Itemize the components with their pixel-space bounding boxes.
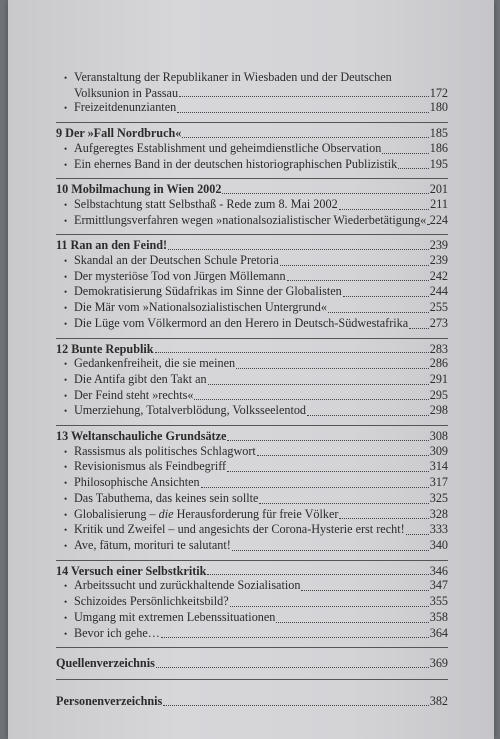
chapter-title: 9 Der »Fall Nordbruch«: [56, 126, 182, 141]
toc-page-number: 211: [430, 196, 448, 211]
toc-entry-title: Globalisierung – die Herausforderung für freie Völker: [74, 506, 339, 521]
toc-page-number: 346: [429, 563, 448, 578]
persons-title: Personenverzeichnis: [56, 693, 163, 708]
sources-title: Quellenverzeichnis: [56, 656, 155, 671]
toc-page-number: 333: [429, 522, 448, 537]
toc-page-number: 308: [429, 429, 448, 444]
chapter-block: [56, 235, 448, 338]
toc-entry: • Demokratisierung Südafrikas im Sinne der Globalisten 244: [64, 284, 448, 299]
chapter-heading: [56, 182, 448, 197]
toc-entry: • Der mysteriöse Tod von Jürgen Möllemann 242: [64, 268, 448, 283]
toc-entry: • Veranstaltung der Republikaner in Wiesbaden und der Deutschen: [64, 70, 392, 84]
toc-page-number: 298: [429, 403, 448, 418]
toc-page-number: 244: [429, 284, 448, 299]
toc-entry: • Revisionismus als Feindbegriff 314: [64, 459, 448, 474]
toc-entry-title: Volksunion in Passau: [74, 85, 179, 100]
toc-entry-title: Arbeitssucht und zurückhaltende Sozialisation: [74, 578, 301, 593]
toc-page-number: 382: [429, 693, 448, 708]
chapter-title: 11 Ran an den Feind!: [56, 238, 168, 253]
toc-page-number: 201: [429, 182, 448, 197]
toc-entry-title: Philosophische Ansichten: [74, 475, 200, 490]
toc-entry: • Das Tabuthema, das keines sein sollte 325: [64, 490, 448, 505]
toc-page-number: 273: [429, 315, 448, 330]
toc-page-number: 358: [429, 609, 448, 624]
toc-page-number: 340: [429, 537, 448, 552]
toc-entry-title: Die Mär vom »Nationalsozialistischen Untergrund«: [74, 300, 327, 315]
toc-entry: • Freizeitdenunzianten 180: [64, 100, 448, 115]
toc-entry: • Der Feind steht »rechts« 295: [64, 387, 448, 402]
toc-page-number: 255: [429, 300, 448, 315]
toc-entry-title: Demokratisierung Südafrikas im Sinne der Globalisten: [74, 284, 342, 299]
toc-entry: • Philosophische Ansichten 317: [64, 475, 448, 490]
toc-page-number: 283: [429, 341, 448, 356]
toc-entry-title: Ave, fātum, morituri te salutant!: [74, 537, 231, 552]
toc-page-number: 239: [429, 238, 448, 253]
chapter-title: 13 Weltanschauliche Grundsätze: [56, 429, 227, 444]
toc-entry-title: Die Lüge vom Völkermord an den Herero in Deutsch-Südwestafrika: [74, 315, 409, 330]
toc-page-number: 180: [429, 100, 448, 115]
chapter-8-tail: [56, 70, 448, 123]
toc-entry: • Umerziehung, Totalverblödung, Volksseelentod 298: [64, 403, 448, 418]
chapter-title: 14 Versuch einer Selbstkritik: [56, 563, 207, 578]
toc-page-number: 172: [429, 85, 448, 100]
toc-entry-title: Veranstaltung der Republikaner in Wiesbaden und der Deutschen: [74, 70, 392, 84]
toc-entry-title: Gedankenfreiheit, die sie meinen: [74, 356, 236, 371]
toc-entry: • Kritik und Zweifel – und angesichts der Corona-Hysterie erst recht! 333: [64, 522, 448, 537]
toc-entry: • Gedankenfreiheit, die sie meinen 286: [64, 356, 448, 371]
toc-page-number: 347: [429, 578, 448, 593]
toc-entry: • Aufgeregtes Establishment und geheimdienstliche Observation 186: [64, 140, 448, 155]
toc-entry-title: Der Feind steht »rechts«: [74, 387, 194, 402]
toc-page-number: 186: [429, 140, 448, 155]
toc-entry: • Globalisierung – die Herausforderung für freie Völker 328: [64, 506, 448, 521]
toc-entry-title: Freizeitdenunzianten: [74, 100, 177, 115]
chapter-block: [56, 123, 448, 179]
book-page: [8, 0, 494, 739]
chapter-block: [56, 179, 448, 235]
toc-entry-title: Das Tabuthema, das keines sein sollte: [74, 490, 259, 505]
toc-entry: • Ave, fātum, morituri te salutant! 340: [64, 537, 448, 552]
toc-entry-title: Ein ehernes Band in der deutschen historiographischen Publizistik: [74, 156, 398, 171]
toc-entry-title: Die Antifa gibt den Takt an: [74, 371, 207, 386]
chapter-heading: [56, 126, 448, 141]
toc-entry-title: Umgang mit extremen Lebenssituationen: [74, 609, 276, 624]
toc-page-number: 317: [429, 475, 448, 490]
toc-entry: • Umgang mit extremen Lebenssituationen 358: [64, 609, 448, 624]
chapter-block: [56, 561, 448, 649]
toc-entry-title: Aufgeregtes Establishment und geheimdienstliche Observation: [74, 140, 382, 155]
chapter-title: 10 Mobilmachung in Wien 2002: [56, 182, 222, 197]
toc-page-number: 364: [429, 625, 448, 640]
chapter-heading: [56, 564, 448, 579]
toc-page-number: 286: [429, 356, 448, 371]
toc-page-number: 309: [429, 443, 448, 458]
toc-entry: • Bevor ich gehe… 364: [64, 625, 448, 640]
toc-page-number: 242: [429, 268, 448, 283]
toc-page-number: 325: [429, 490, 448, 505]
toc-entry: • Ein ehernes Band in der deutschen historiographischen Publizistik 195: [64, 156, 448, 171]
persons-entry: [56, 680, 448, 717]
toc-page-number: 185: [429, 126, 448, 141]
toc-page-number: 355: [429, 594, 448, 609]
toc-entry-title: Kritik und Zweifel – und angesichts der Corona-Hysterie erst recht!: [74, 522, 405, 537]
chapter-heading: [56, 429, 448, 444]
toc-page-number: 369: [429, 656, 448, 671]
toc-entry-continued: [56, 86, 448, 101]
sources-entry: [56, 648, 448, 680]
chapter-heading: [56, 238, 448, 253]
toc-entry: • Die Mär vom »Nationalsozialistischen Untergrund« 255: [64, 300, 448, 315]
toc-page-number: 295: [429, 387, 448, 402]
chapter-heading: [56, 342, 448, 357]
chapters-list: [56, 123, 448, 648]
table-of-contents: [56, 70, 448, 717]
toc-entry: • Rassismus als politisches Schlagwort 309: [64, 443, 448, 458]
chapter-block: [56, 339, 448, 427]
toc-entry-title: Skandal an der Deutschen Schule Pretoria: [74, 253, 279, 268]
toc-entry: • Arbeitssucht und zurückhaltende Sozialisation 347: [64, 578, 448, 593]
toc-entry-title: Revisionismus als Feindbegriff: [74, 459, 227, 474]
toc-entry: • Die Lüge vom Völkermord an den Herero in Deutsch-Südwestafrika 273: [64, 315, 448, 330]
toc-entry: • Schizoides Persönlichkeitsbild? 355: [64, 594, 448, 609]
toc-page-number: 328: [429, 506, 448, 521]
toc-page-number: 314: [429, 459, 448, 474]
toc-entry-title: Bevor ich gehe…: [74, 625, 160, 640]
toc-entry-title: Ermittlungsverfahren wegen »nationalsozialistischer Wiederbetätigung«: [74, 212, 427, 227]
chapter-block: [56, 426, 448, 561]
toc-page-number: 291: [429, 371, 448, 386]
toc-page-number: 239: [429, 253, 448, 268]
toc-entry-title: Der mysteriöse Tod von Jürgen Möllemann: [74, 268, 286, 283]
chapter-title: 12 Bunte Republik: [56, 341, 154, 356]
toc-entry: • Ermittlungsverfahren wegen »nationalsozialistischer Wiederbetätigung« 224: [64, 212, 448, 227]
toc-entry: • Skandal an der Deutschen Schule Pretoria 239: [64, 253, 448, 268]
toc-page-number: 195: [429, 156, 448, 171]
toc-entry-title: Umerziehung, Totalverblödung, Volksseelentod: [74, 403, 307, 418]
toc-entry-title: Selbstachtung statt Selbsthaß - Rede zum 8. Mai 2002: [74, 196, 338, 211]
toc-page-number: 224: [429, 212, 448, 227]
toc-entry: • Selbstachtung statt Selbsthaß - Rede zum 8. Mai 2002 211: [64, 196, 448, 211]
toc-entry: • Die Antifa gibt den Takt an 291: [64, 371, 448, 386]
toc-entry-title: Schizoides Persönlichkeitsbild?: [74, 594, 229, 609]
toc-entry-title: Rassismus als politisches Schlagwort: [74, 443, 256, 458]
